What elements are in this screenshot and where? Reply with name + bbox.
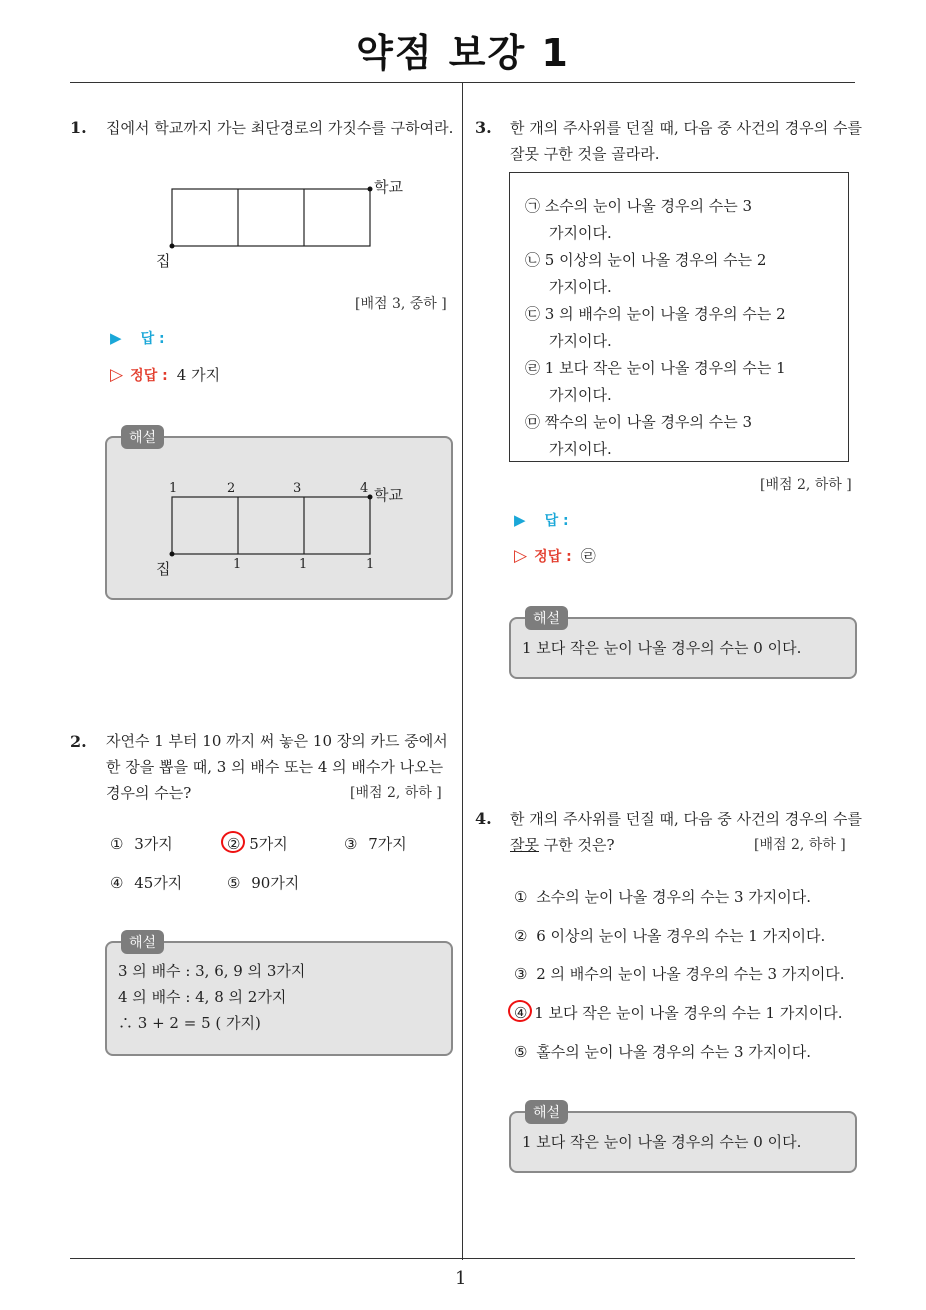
q2-score: [배점 2, 하하 ] bbox=[350, 785, 442, 801]
q3-item-1-line1: 소수의 눈이 나올 경우의 수는 3 bbox=[544, 197, 753, 215]
q3-item-5-cont: 가지이다. bbox=[549, 440, 612, 458]
q4-choice-4-mark: ④ bbox=[514, 1004, 528, 1022]
q3-item-4 bbox=[525, 355, 786, 382]
q2-choice-4[interactable] bbox=[110, 872, 182, 893]
q4-choice-3[interactable] bbox=[514, 963, 845, 984]
q2-choice-3[interactable] bbox=[344, 833, 407, 854]
q3-answer-label: 답 : bbox=[544, 513, 569, 529]
q1-answer-label: 답 : bbox=[140, 331, 165, 347]
q2-choice-1[interactable] bbox=[110, 833, 173, 854]
q1-expl-top-1: 1 bbox=[169, 481, 178, 496]
q3-correct-row bbox=[514, 545, 596, 566]
play-outline-icon: ▷ bbox=[110, 365, 124, 385]
q2-choice-3-text: 7가지 bbox=[368, 835, 407, 853]
q3-item-1 bbox=[525, 193, 786, 220]
q2-expl-line-1: 3 의 배수 : 3, 6, 9 의 3가지 bbox=[118, 962, 306, 980]
q4-text-rest: 구한 것은? bbox=[538, 836, 615, 854]
q3-item-2-mark: ㉡ bbox=[525, 251, 541, 269]
q1-number: 1. bbox=[70, 118, 87, 137]
q2-text-line-3: 경우의 수는? bbox=[106, 784, 192, 802]
q3-text-line-1: 한 개의 주사위를 던질 때, 다음 중 사건의 경우의 수를 bbox=[510, 119, 862, 137]
q2-choice-4-text: 45가지 bbox=[134, 874, 183, 892]
q3-item-5-mark: ㉤ bbox=[525, 413, 541, 431]
q4-choice-1-text: 소수의 눈이 나올 경우의 수는 3 가지이다. bbox=[536, 888, 811, 906]
q4-choice-2-mark: ② bbox=[514, 927, 528, 945]
q1-score: [배점 3, 중하 ] bbox=[355, 296, 447, 312]
play-outline-icon: ▷ bbox=[514, 546, 528, 566]
q4-choice-5-text: 홀수의 눈이 나올 경우의 수는 3 가지이다. bbox=[536, 1043, 811, 1061]
q4-choice-5-mark: ⑤ bbox=[514, 1043, 528, 1061]
q4-text-underlined: 잘못 bbox=[510, 836, 539, 854]
q4-number: 4. bbox=[475, 809, 492, 828]
q3-items bbox=[525, 193, 786, 463]
q1-correct-value: 4 가지 bbox=[176, 366, 221, 384]
q2-expl-line-2: 4 의 배수 : 4, 8 의 2가지 bbox=[118, 988, 287, 1006]
q1-label-school: 학교 bbox=[374, 178, 403, 196]
q4-choice-2[interactable] bbox=[514, 925, 825, 946]
q4-score: [배점 2, 하하 ] bbox=[754, 837, 846, 853]
q1-label-home: 집 bbox=[156, 252, 171, 270]
page-title: 약점 보강 1 bbox=[356, 31, 570, 75]
q3-correct-label: 정답 : bbox=[534, 549, 572, 565]
q2-choice-4-mark: ④ bbox=[110, 874, 124, 892]
q2-choice-1-text: 3가지 bbox=[134, 835, 173, 853]
q1-correct-label: 정답 : bbox=[130, 368, 168, 384]
q3-item-1-mark: ㉠ bbox=[525, 197, 541, 215]
q1-expl-bottom-1: 1 bbox=[233, 557, 242, 572]
q2-expl-line-3: ∴ 3 + 2 = 5 ( 가지) bbox=[118, 1014, 261, 1032]
q4-choice-3-mark: ③ bbox=[514, 965, 528, 983]
q2-selected-circle-mark bbox=[221, 831, 245, 853]
q1-explanation-tag: 해설 bbox=[121, 425, 164, 449]
q1-answer-row bbox=[110, 328, 165, 348]
q2-choice-5-text: 90가지 bbox=[251, 874, 300, 892]
q2-choice-2-text: 5가지 bbox=[249, 835, 288, 853]
q3-text-line-2: 잘못 구한 것을 골라라. bbox=[510, 145, 660, 163]
q3-correct-value: ㉣ bbox=[580, 547, 596, 565]
q1-expl-bottom-2: 1 bbox=[299, 557, 308, 572]
q3-item-1-cont: 가지이다. bbox=[549, 224, 612, 242]
q3-number: 3. bbox=[475, 118, 492, 137]
bottom-rule bbox=[70, 1258, 855, 1259]
q3-item-4-mark: ㉣ bbox=[525, 359, 541, 377]
q3-item-3-line1: 3 의 배수의 눈이 나올 경우의 수는 2 bbox=[544, 305, 786, 323]
q2-number: 2. bbox=[70, 732, 87, 751]
q3-item-3-cont: 가지이다. bbox=[549, 332, 612, 350]
q2-text-line-2: 한 장을 뽑을 때, 3 의 배수 또는 4 의 배수가 나오는 bbox=[106, 758, 444, 776]
q4-choice-3-text: 2 의 배수의 눈이 나올 경우의 수는 3 가지이다. bbox=[536, 965, 845, 983]
q3-item-4-cont: 가지이다. bbox=[549, 386, 612, 404]
q1-expl-top-4: 4 bbox=[360, 481, 369, 496]
q2-choice-5-mark: ⑤ bbox=[227, 874, 241, 892]
q3-explanation-text: 1 보다 작은 눈이 나올 경우의 수는 0 이다. bbox=[522, 639, 802, 657]
q4-choice-1[interactable] bbox=[514, 886, 811, 907]
q3-item-2-line1: 5 이상의 눈이 나올 경우의 수는 2 bbox=[544, 251, 767, 269]
q3-item-2 bbox=[525, 247, 786, 274]
q1-grid-figure bbox=[150, 172, 410, 272]
q4-choice-1-mark: ① bbox=[514, 888, 528, 906]
q4-choice-4[interactable] bbox=[514, 1002, 843, 1023]
q3-item-4-line1: 1 보다 작은 눈이 나올 경우의 수는 1 bbox=[544, 359, 786, 377]
q2-choice-5[interactable] bbox=[227, 872, 299, 893]
q2-explanation-text bbox=[118, 958, 305, 1036]
q2-explanation-tag: 해설 bbox=[121, 930, 164, 954]
play-icon: ▶ bbox=[514, 511, 526, 529]
q3-answer-row bbox=[514, 510, 569, 530]
column-divider bbox=[462, 82, 463, 1260]
q2-choice-3-mark: ③ bbox=[344, 835, 358, 853]
q4-choice-4-text: 1 보다 작은 눈이 나올 경우의 수는 1 가지이다. bbox=[534, 1004, 843, 1022]
q1-expl-top-2: 2 bbox=[227, 481, 236, 496]
q1-expl-top-3: 3 bbox=[293, 481, 302, 496]
q3-explanation-tag: 해설 bbox=[525, 606, 568, 630]
q2-choice-2-mark: ② bbox=[227, 835, 241, 853]
q3-item-3-mark: ㉢ bbox=[525, 305, 541, 323]
q1-expl-label-school: 학교 bbox=[374, 486, 403, 504]
q1-expl-label-home: 집 bbox=[156, 560, 171, 578]
q4-explanation-text: 1 보다 작은 눈이 나올 경우의 수는 0 이다. bbox=[522, 1133, 802, 1151]
q3-item-2-cont: 가지이다. bbox=[549, 278, 612, 296]
page-number: 1 bbox=[455, 1268, 467, 1289]
q2-choice-1-mark: ① bbox=[110, 835, 124, 853]
q3-text bbox=[510, 115, 862, 167]
q3-item-5 bbox=[525, 409, 786, 436]
play-icon: ▶ bbox=[110, 329, 122, 347]
q1-expl-bottom-3: 1 bbox=[366, 557, 375, 572]
q4-text-line-1: 한 개의 주사위를 던질 때, 다음 중 사건의 경우의 수를 bbox=[510, 810, 862, 828]
q3-score: [배점 2, 하하 ] bbox=[760, 477, 852, 493]
q4-selected-circle-mark bbox=[508, 1000, 532, 1022]
q4-explanation-tag: 해설 bbox=[525, 1100, 568, 1124]
q2-text-line-1: 자연수 1 부터 10 까지 써 놓은 10 장의 카드 중에서 bbox=[106, 732, 448, 750]
q4-choice-5[interactable] bbox=[514, 1041, 811, 1062]
q1-text: 집에서 학교까지 가는 최단경로의 가짓수를 구하여라. bbox=[106, 119, 454, 137]
q1-correct-row bbox=[110, 364, 220, 385]
q4-choice-2-text: 6 이상의 눈이 나올 경우의 수는 1 가지이다. bbox=[536, 927, 826, 945]
q3-item-5-line1: 짝수의 눈이 나올 경우의 수는 3 bbox=[544, 413, 753, 431]
q3-item-3 bbox=[525, 301, 786, 328]
